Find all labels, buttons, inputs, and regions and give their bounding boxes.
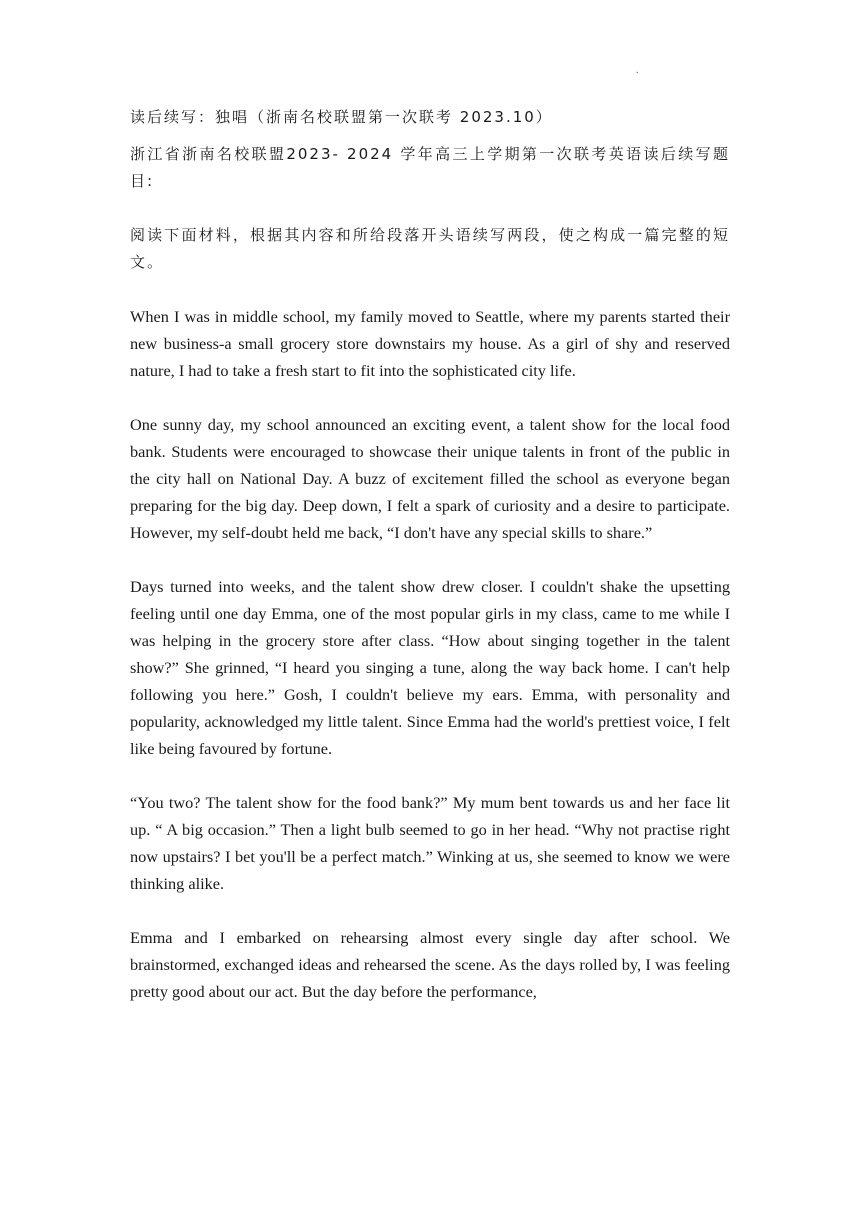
story-paragraph-3: Days turned into weeks, and the talent show drew closer. I couldn't shake the upsetting feeling until one day Emma, one of the most popular girls in my class, came to me while I was helping in the grocery store after class. “How about singing together in the talent show?” She grinned, “I heard you singing a tune, along the way back home. I can't help following you here.” Gosh, I couldn't believe my ears. Emma, with personality and popularity, acknowledged my little talent. Since Emma had the world's prettiest voice, I felt like being favoured by fortune.: [130, 577, 730, 758]
story-paragraph-2: One sunny day, my school announced an exciting event, a talent show for the local food bank. Students were encouraged to showcase their unique talents in front of the public in the city hall on National Day. A buzz of excitement filled the school as everyone began preparing for the big day. Deep down, I felt a spark of curiosity and a desire to participate. However, my self-doubt held me back, “I don't have any special skills to share.”: [130, 415, 730, 542]
story-paragraph-5: Emma and I embarked on rehearsing almost every single day after school. We brainstormed, exchanged ideas and rehearsed the scene. As the days rolled by, I was feeling pretty good about our act. But the day before the performance,: [130, 928, 730, 1001]
document-body: [130, 104, 730, 1032]
header-dot: .: [636, 65, 639, 76]
document-subtitle: 浙江省浙南名校联盟2023- 2024 学年高三上学期第一次联考英语读后续写题目:: [130, 145, 730, 190]
task-instruction: 阅读下面材料，根据其内容和所给段落开头语续写两段，使之构成一篇完整的短文。: [130, 226, 730, 271]
story-paragraph-1: When I was in middle school, my family moved to Seattle, where my parents started their new business-a small grocery store downstairs my house. As a girl of shy and reserved nature, I had to take a fresh start to fit into the sophisticated city life.: [130, 307, 730, 380]
story-paragraph-4: “You two? The talent show for the food bank?” My mum bent towards us and her face lit up. “ A big occasion.” Then a light bulb seemed to go in her head. “Why not practise right now upstairs? I bet you'll be a perfect match.” Winking at us, she seemed to know we were thinking alike.: [130, 793, 730, 893]
document-title: 读后续写：独唱（浙南名校联盟第一次联考 2023.10）: [130, 108, 553, 126]
